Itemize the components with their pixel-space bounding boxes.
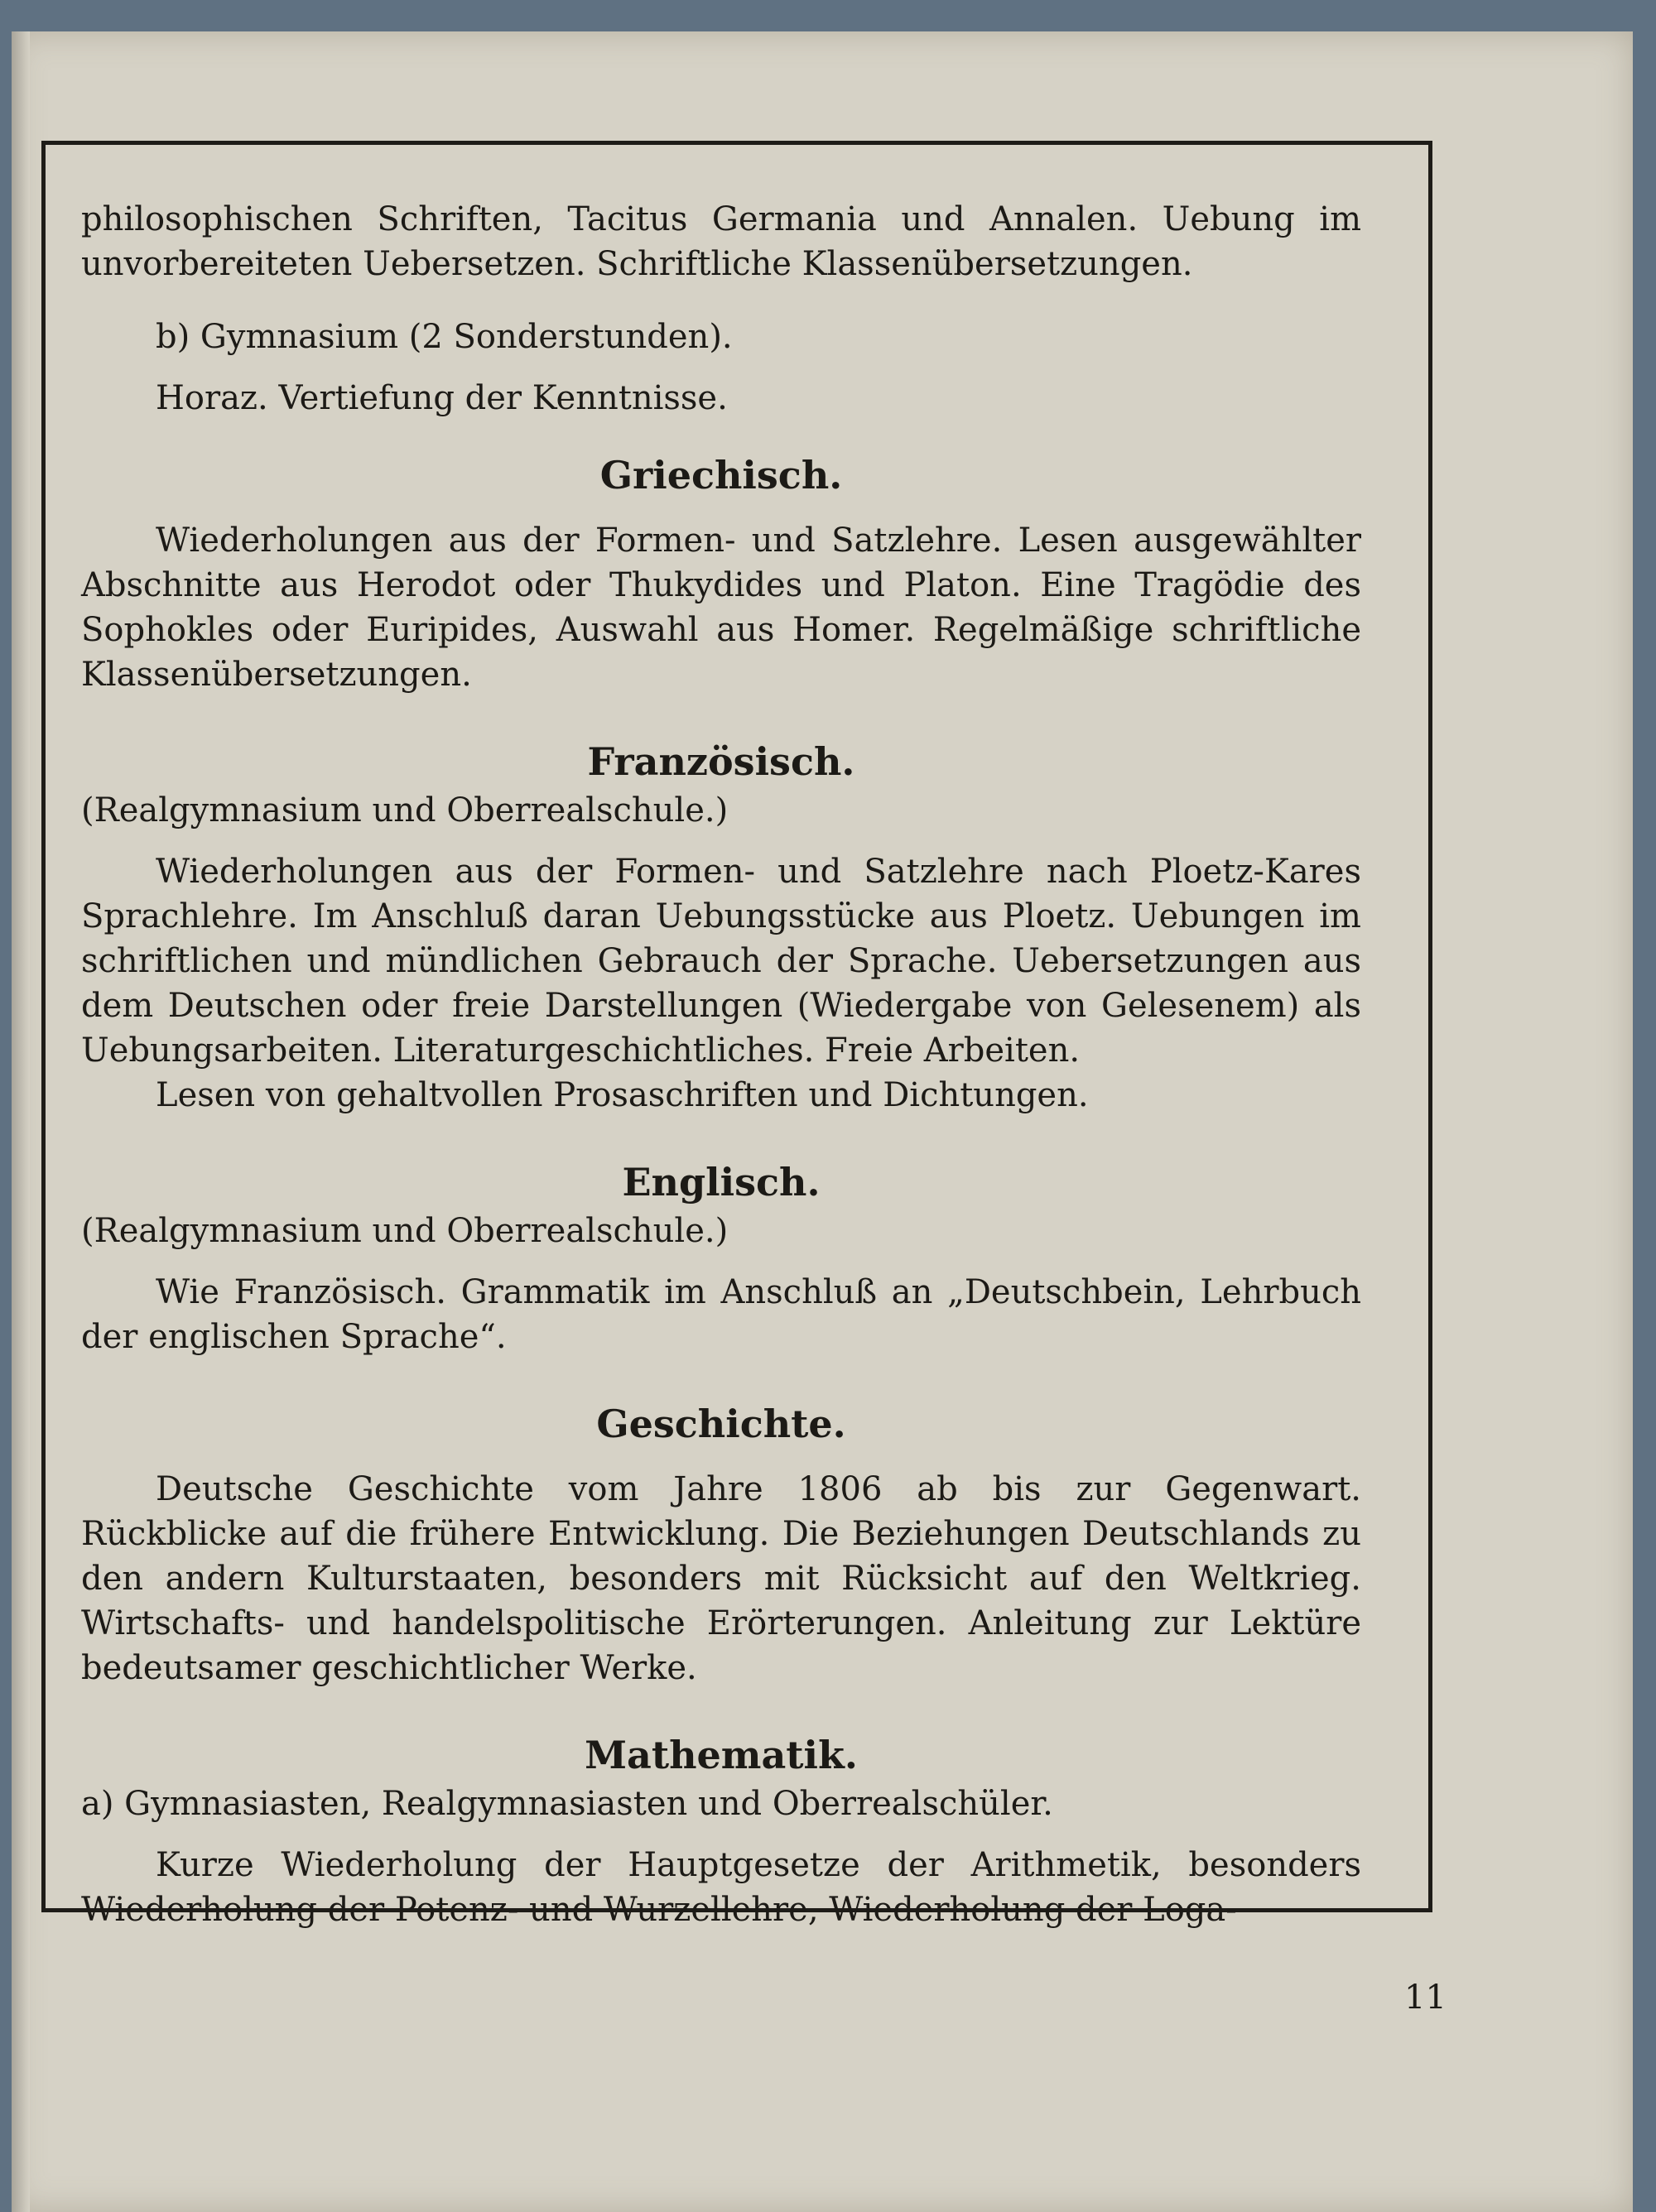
greek-heading: Griechisch. (599, 453, 843, 498)
math-paragraph: Kurze Wiederholung der Hauptgesetze der Arithmetik, besonders Wiederholung der Potenz- und Wurzellehre, Wiederholung der Loga- (81, 1846, 1361, 1929)
french-paragraph: Wiederholungen aus der Formen- und Satzlehre nach Ploetz-Kares Sprachlehre. Im Anschluß daran Uebungsstücke aus Ploetz. Uebungen im schriftlichen und mündlichen Gebrauch der Sprache. Uebersetzungen aus dem Deutschen oder freie Darstellungen (Wiedergabe von Gelesenem) als Uebungsarbeiten. Literaturgeschichtliches. Freie Arbeiten. (81, 853, 1361, 1070)
page-number: 11 (1404, 1979, 1447, 2017)
french-paragraph-2: Lesen von gehaltvollen Prosaschriften und Dichtungen. (156, 1076, 1089, 1114)
latin-gymnasium-text: Horaz. Vertiefung der Kenntnisse. (156, 379, 728, 417)
greek-paragraph: Wiederholungen aus der Formen- und Satzlehre. Lesen ausgewählter Abschnitte aus Herodot oder Thukydides und Platon. Eine Tragödie des Sophokles oder Euripides, Auswahl aus Homer. Regelmäßige schriftliche Klassenübersetzungen. (81, 522, 1361, 694)
english-heading: Englisch. (622, 1160, 821, 1205)
history-paragraph: Deutsche Geschichte vom Jahre 1806 ab bis zur Gegenwart. Rückblicke auf die frühere Entwicklung. Die Beziehungen Deutschlands zu den andern Kulturstaaten, besonders mit Rücksicht auf den Weltkrieg. Wirtschafts- und handelspolitische Erörterungen. Anleitung zur Lektüre bedeutsamer geschichtlicher Werke. (81, 1470, 1361, 1687)
french-heading: Französisch. (587, 739, 855, 784)
english-paragraph: Wie Französisch. Grammatik im Anschluß an „Deutschbein, Lehrbuch der englischen Sprache“. (81, 1273, 1361, 1356)
french-subheading: (Realgymnasium und Oberrealschule.) (81, 791, 729, 830)
english-subheading: (Realgymnasium und Oberrealschule.) (81, 1212, 729, 1250)
math-heading: Mathematik. (585, 1733, 858, 1777)
page-content (81, 197, 1361, 1932)
latin-continuation-paragraph: philosophischen Schriften, Tacitus Germania und Annalen. Uebung im unvorbereiteten Uebersetzen. Schriftliche Klassenübersetzungen. (81, 200, 1361, 283)
history-heading: Geschichte. (596, 1402, 846, 1446)
latin-gymnasium-heading: b) Gymnasium (2 Sonderstunden). (156, 318, 733, 356)
math-subheading: a) Gymnasiasten, Realgymnasiasten und Oberrealschüler. (81, 1785, 1053, 1823)
page-gutter (12, 31, 30, 2212)
